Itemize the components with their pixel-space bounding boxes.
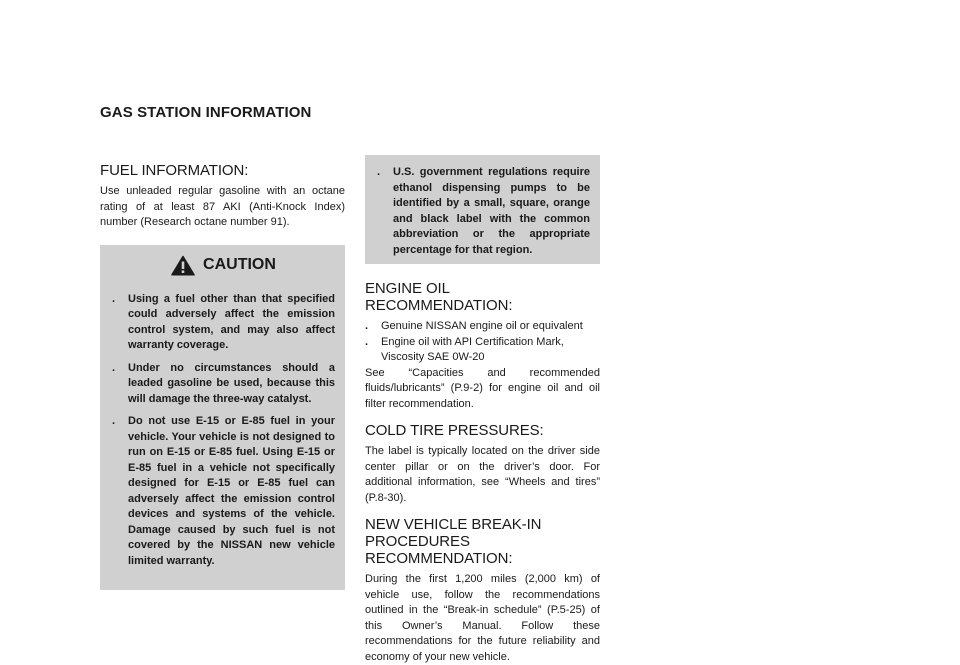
breakin-body: During the first 1,200 miles (2,000 km) of vehicle use, follow the recommendations outlined in the “Break-in schedule” (P.5-25) of this Owner’s Manual. Follow these recommendations for the future reliability and economy of your new vehicle. xyxy=(365,573,600,663)
page-title: GAS STATION INFORMATION xyxy=(100,104,312,121)
caution-box xyxy=(100,245,345,591)
oil-item-text: Genuine NISSAN engine oil or equivalent xyxy=(381,320,583,332)
caution-label: CAUTION xyxy=(203,256,276,273)
right-column xyxy=(365,155,600,665)
bullet-marker: . xyxy=(377,166,381,178)
caution-item-text: Do not use E-15 or E-85 fuel in your vehicle. Your vehicle is not designed to run on E-15 or E-85 fuel. Using E-15 or E-85 fuel in a vehicle not specifically designed for E-15 or E-85 fuel can adversely affect the emission control devices and systems of the vehicle. Damage caused by such fuel is not covered by the NISSAN new vehicle limited warranty. xyxy=(128,415,335,567)
tire-heading: COLD TIRE PRESSURES: xyxy=(365,422,544,439)
oil-item-text: Engine oil with API Certification Mark, Viscosity SAE 0W-20 xyxy=(381,335,564,363)
left-column xyxy=(100,162,345,590)
tire-body: The label is typically located on the driver side center pillar or on the driver’s door. For additional information, see “Wheels and tires” (P.8-30). xyxy=(365,445,600,504)
breakin-heading: NEW VEHICLE BREAK-IN PROCEDURES RECOMMENDATION: xyxy=(365,516,542,567)
caution-item-text: Under no circumstances should a leaded gasoline be used, because this will damage the three-way catalyst. xyxy=(128,361,335,405)
oil-item xyxy=(365,335,600,366)
oil-heading: ENGINE OIL RECOMMENDATION: xyxy=(365,280,513,314)
fuel-heading: FUEL INFORMATION: xyxy=(100,162,249,179)
bullet-marker: . xyxy=(112,361,116,374)
bullet-marker: . xyxy=(112,292,116,305)
bullet-marker: . xyxy=(365,320,369,332)
warning-triangle-icon xyxy=(171,255,195,276)
caution-item xyxy=(377,165,590,258)
caution-item xyxy=(112,361,335,408)
caution-item-text: Using a fuel other than that specified could adversely affect the emission control system, and may also affect warranty coverage. xyxy=(128,292,335,351)
caution-box-continued xyxy=(365,155,600,264)
fuel-body: Use unleaded regular gasoline with an octane rating of at least 87 AKI (Anti-Knock Index) number (Research octane number 91). xyxy=(100,185,345,228)
caution-item xyxy=(112,414,335,569)
bullet-marker: . xyxy=(365,335,369,348)
oil-body: See “Capacities and recommended fluids/lubricants” (P.9-2) for engine oil and oil filter recommendation. xyxy=(365,366,600,410)
caution-header xyxy=(112,255,335,276)
oil-item xyxy=(365,319,600,335)
caution-item xyxy=(112,292,335,354)
caution-item-text: U.S. government regulations require ethanol dispensing pumps to be identified by a small, square, orange and black label with the common abbreviation or the appropriate percentage for that region. xyxy=(393,166,590,256)
bullet-marker: . xyxy=(112,415,116,427)
